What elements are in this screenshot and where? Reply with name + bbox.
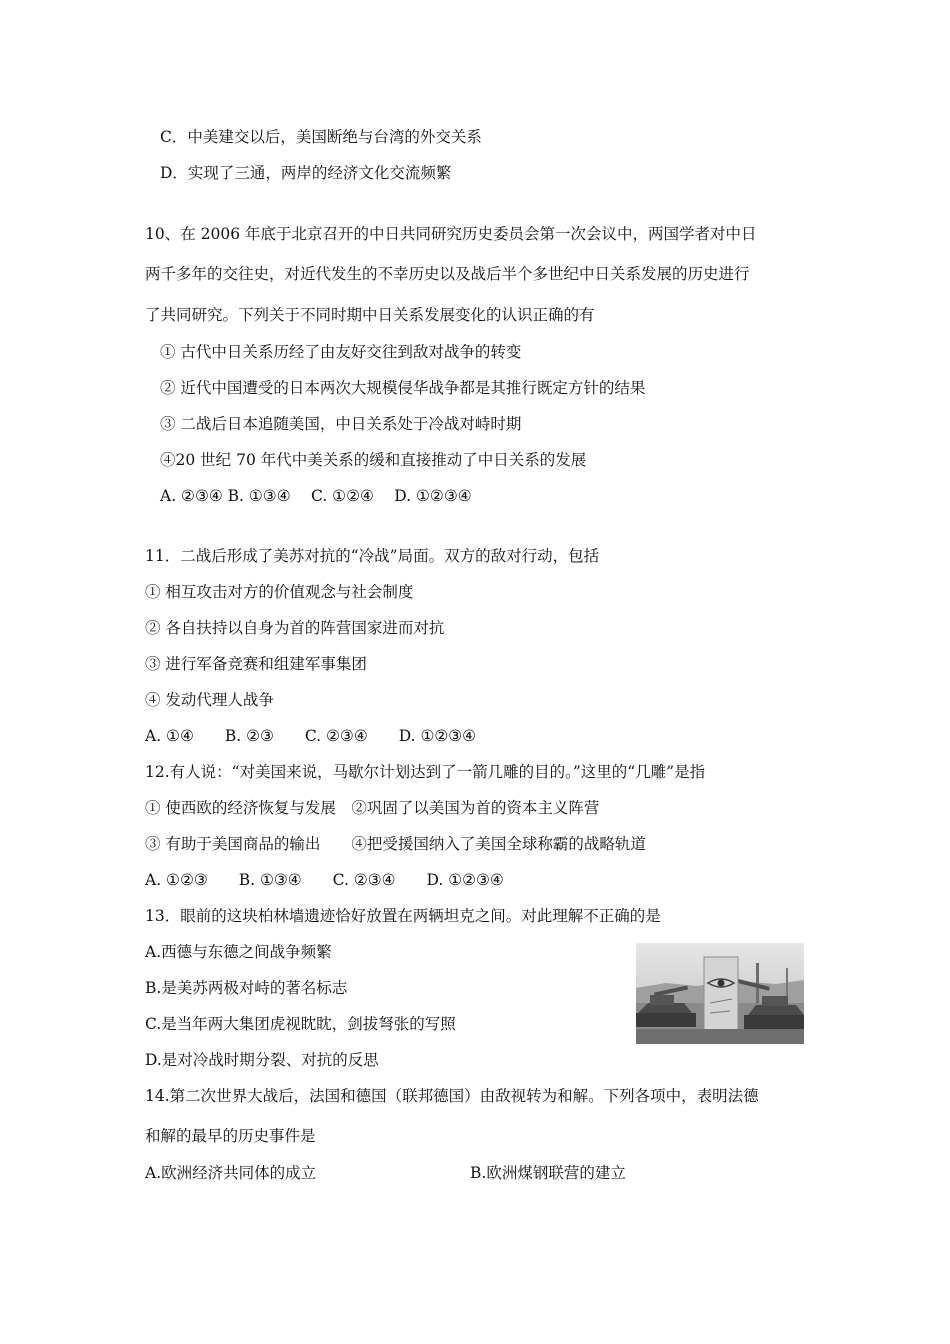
q14-stem-line-1: 14.第二次世界大战后，法国和德国（联邦德国）由敌视转为和解。下列各项中，表明法德 <box>145 1087 759 1105</box>
q13-option-d: D.是对冷战时期分裂、对抗的反思 <box>145 1051 379 1069</box>
q12-statements-1-2: ① 使西欧的经济恢复与发展 ②巩固了以美国为首的资本主义阵营 <box>145 799 600 817</box>
q10-statement-2: ② 近代中国遭受的日本两次大规模侵华战争都是其推行既定方针的结果 <box>160 379 646 397</box>
q10-stem-line-3: 了共同研究。下列关于不同时期中日关系发展变化的认识正确的有 <box>145 306 595 324</box>
berlin-wall-tanks-photo <box>636 943 804 1044</box>
q10-statement-3: ③ 二战后日本追随美国，中日关系处于冷战对峙时期 <box>160 415 522 433</box>
q11-statement-3: ③ 进行军备竞赛和组建军事集团 <box>145 655 367 673</box>
q13-option-b: B.是美苏两极对峙的著名标志 <box>145 979 348 997</box>
q13-option-c: C.是当年两大集团虎视眈眈，剑拔弩张的写照 <box>145 1015 456 1033</box>
q12-options: A. ①②③ B. ①③④ C. ②③④ D. ①②③④ <box>145 871 504 889</box>
q10-statement-4: ④20 世纪 70 年代中美关系的缓和直接推动了中日关系的发展 <box>160 451 587 469</box>
q11-statement-4: ④ 发动代理人战争 <box>145 691 274 709</box>
q13-stem: 13．眼前的这块柏林墙遗迹恰好放置在两辆坦克之间。对此理解不正确的是 <box>145 907 661 925</box>
q14-option-b: B.欧洲煤钢联营的建立 <box>470 1164 626 1182</box>
q12-statements-3-4: ③ 有助于美国商品的输出 ④把受援国纳入了美国全球称霸的战略轨道 <box>145 835 646 853</box>
q11-stem: 11．二战后形成了美苏对抗的“冷战”局面。双方的敌对行动，包括 <box>145 547 600 565</box>
q10-stem-line-1: 10、在 2006 年底于北京召开的中日共同研究历史委员会第一次会议中，两国学者对中日 <box>145 225 757 243</box>
q14-option-a: A.欧洲经济共同体的成立 <box>145 1164 317 1182</box>
q12-stem: 12.有人说：“对美国来说，马歇尔计划达到了一箭几雕的目的。”这里的“几雕”是指 <box>145 763 706 781</box>
q11-statement-1: ① 相互攻击对方的价值观念与社会制度 <box>145 583 414 601</box>
q9-option-c: C．中美建交以后，美国断绝与台湾的外交关系 <box>160 128 482 146</box>
q14-stem-line-2: 和解的最早的历史事件是 <box>145 1127 316 1145</box>
q13-option-a: A.西德与东德之间战争频繁 <box>145 943 332 961</box>
q9-option-d: D．实现了三通，两岸的经济文化交流频繁 <box>160 164 452 182</box>
q10-options: A. ②③④ B. ①③④ C. ①②④ D. ①②③④ <box>160 487 472 505</box>
q11-options: A. ①④ B. ②③ C. ②③④ D. ①②③④ <box>145 727 477 745</box>
q10-stem-line-2: 两千多年的交往史，对近代发生的不幸历史以及战后半个多世纪中日关系发展的历史进行 <box>145 265 750 283</box>
q10-statement-1: ① 古代中日关系历经了由友好交往到敌对战争的转变 <box>160 343 522 361</box>
q11-statement-2: ② 各自扶持以自身为首的阵营国家进而对抗 <box>145 619 445 637</box>
